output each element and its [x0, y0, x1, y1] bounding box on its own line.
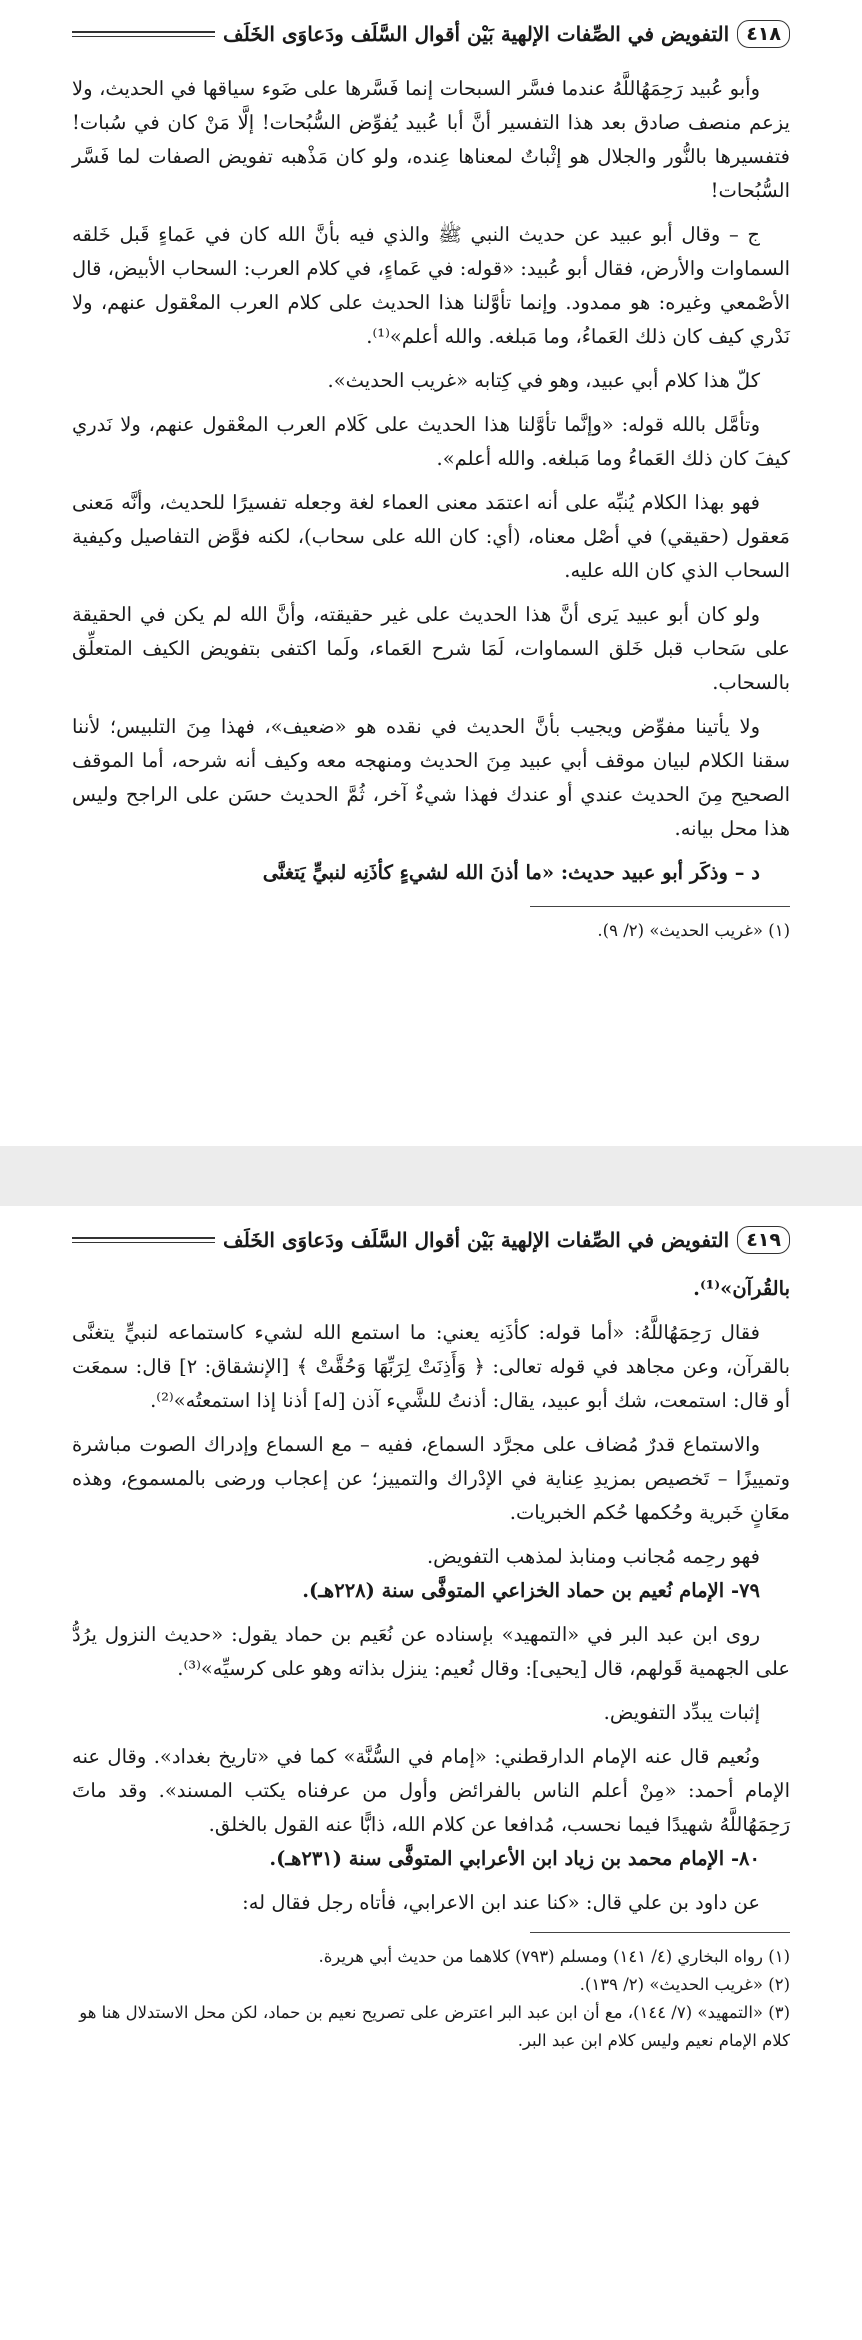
footnote: (٣) «التمهيد» (٧/ ١٤٤)، مع أن ابن عبد البر اعترض على تصريح نعيم بن حماد، لكن محل الاستدلال هنا هو كلام الإمام نعيم وليس كلام ابن عبد البر. — [79, 2003, 790, 2050]
book-page-418 — [0, 0, 862, 1146]
paragraph: إثبات يبدِّد التفويض. — [603, 1701, 760, 1724]
section-heading: ٧٩- الإمام نُعيم بن حماد الخزاعي المتوفَّى سنة (٢٢٨هـ). — [302, 1579, 760, 1602]
page-header — [72, 12, 790, 56]
paragraph: وأبو عُبيد رَحِمَهُاللَّهُ عندما فسَّر السبحات إنما فَسَّرها على ضَوء سياقها في الحديث، ولا يزعم منصف صادق بعد هذا التفسير أنَّ أبا عُبيد يُفوِّض السُّبُحات! إلَّا مَنْ كان في سُبات! فتفسيرها بالنُّور والجلال هو إثْباتٌ لمعناها عِنده، ولو كان مَذْهبه تفويض الصفات لما فَسَّر السُّبُحات! — [72, 77, 790, 202]
paragraph: بالقُرآن»⁽¹⁾. — [693, 1277, 790, 1300]
footnote: (١) «غريب الحديث» (٢/ ٩). — [597, 921, 790, 940]
paragraph: د – وذكَر أبو عبيد حديث: «ما أذنَ الله لشيءٍ كأذَنِه لنبيٍّ يَتغنَّى — [262, 861, 760, 884]
header-rule — [72, 31, 215, 37]
section-heading: ٨٠- الإمام محمد بن زياد ابن الأعرابي المتوفَّى سنة (٢٣١هـ). — [269, 1847, 760, 1870]
body-text — [72, 72, 790, 890]
paragraph: ولو كان أبو عبيد يَرى أنَّ هذا الحديث على غير حقيقته، وأنَّ الله لم يكن في الحقيقة على سَحاب قبل خَلق السماوات، لَمَا شرح العَماء، ولَما اكتفى بتفويض الكيف المتعلِّق بالسحاب. — [72, 603, 790, 694]
footnote-separator — [530, 1932, 790, 1933]
page-header — [72, 1218, 790, 1262]
book-page-419 — [0, 1206, 862, 2340]
footnote: (٢) «غريب الحديث» (٢/ ١٣٩). — [579, 1975, 790, 1994]
paragraph: روى ابن عبد البر في «التمهيد» بإسناده عن نُعَيم بن حماد يقول: «حديث النزول يرُدُّ على الجهمية قَولهم، قال [يحيى]: وقال نُعيم: ينزل بذاته وهو على كرسيِّه»⁽³⁾. — [72, 1623, 790, 1680]
page-number: ٤١٨ — [737, 20, 790, 48]
paragraph: وتأمَّل بالله قوله: «وإنَّما تأوَّلنا هذا الحديث على كَلام العرب المعْقول عنهم، ولا نَدري كيفَ كان ذلك العَماءُ وما مَبلغه. والله أعلم». — [72, 413, 790, 470]
paragraph: كلّ هذا كلام أبي عبيد، وهو في كِتابه «غريب الحديث». — [327, 369, 760, 392]
paragraph: فهو رحِمه مُجانب ومنابذ لمذهب التفويض. — [426, 1545, 760, 1568]
running-title: التفويض في الصِّفات الإلهية بَيْن أقوال السَّلَف ودَعاوَى الخَلَف — [223, 1228, 730, 1252]
paragraph: فقال رَحِمَهُاللَّهُ: «أما قوله: كأذَنِه يعني: ما استمع الله لشيء كاستماعه لنبيٍّ يتغنَّى بالقرآن، وعن مجاهد في قوله تعالى: ﴿ وَأَذِنَتْ لِرَبِّهَا وَحُقَّتْ ﴾ [الإنشقاق: ٢] قال: سمعَت أو قال: استمعت، شك أبو عبيد، يقال: أذنتُ للشَّيء آذن [له] أذنا إذا استمعتُه»⁽²⁾. — [72, 1321, 790, 1412]
header-rule — [72, 1237, 215, 1243]
page-number: ٤١٩ — [737, 1226, 790, 1254]
paragraph: والاستماع قدرٌ مُضاف على مجرَّد السماع، ففيه – مع السماع وإدراك الصوت مباشرة وتمييزًا – تَخصيص بمزيدِ عِناية في الإدْراك والتمييز؛ عن إعجاب ورضى بالمسموع، وهذه معَانٍ خَبرية وحُكمها حُكم الخبريات. — [72, 1433, 790, 1524]
body-text — [72, 1272, 790, 1920]
footnote-separator — [530, 906, 790, 907]
paragraph: ولا يأتينا مفوِّض ويجيب بأنَّ الحديث في نقده هو «ضعيف»، فهذا مِنَ التلبيس؛ لأننا سقنا الكلام لبيان موقف أبي عبيد مِنَ الحديث ومنهجه معه وكيف أنه شرحه، أما الموقف الصحيح مِنَ الحديث عندي أو عندك فهذا شيءٌ آخر، ثُمَّ الحديث حسَن على الراجح وليس هذا محل بيانه. — [72, 715, 790, 840]
paragraph: عن داود بن علي قال: «كنا عند ابن الاعرابي، فأتاه رجل فقال له: — [242, 1891, 760, 1914]
paragraph: ج – وقال أبو عبيد عن حديث النبي ﷺ والذي فيه بأنَّ الله كان في عَماءٍ قَبل خَلقه السماوات والأرض، فقال أبو عُبيد: «قوله: في عَماءٍ، في كلام العرب: السحاب الأبيض، قال الأصْمعي وغيره: هو ممدود. وإنما تأوَّلنا هذا الحديث على كلام العرب المعْقول عنهم، ولا نَدْري كيف كان ذلك العَماءُ، وما مَبلغه. والله أعلم»⁽¹⁾. — [72, 223, 790, 348]
footnote: (١) رواه البخاري (٤/ ١٤١) ومسلم (٧٩٣) كلاهما من حديث أبي هريرة. — [318, 1947, 790, 1966]
paragraph: فهو بهذا الكلام يُنبِّه على أنه اعتمَد معنى العماء لغة وجعله تفسيرًا للحديث، وأنَّه مَعنى مَعقول (حقيقي) في أصْل معناه، (أي: كان الله على سحاب)، لكنه فوَّض التفاصيل وكيفية السحاب الذي كان الله عليه. — [72, 491, 790, 582]
running-title: التفويض في الصِّفات الإلهية بَيْن أقوال السَّلَف ودَعاوَى الخَلَف — [223, 22, 730, 46]
paragraph: ونُعيم قال عنه الإمام الدارقطني: «إمام في السُّنَّة» كما في «تاريخ بغداد». وقال عنه الإمام أحمد: «مِنْ أعلم الناس بالفرائض وأول من عرفناه يكتب المسند». وقد ماتَ رَحِمَهُاللَّهُ شهيدًا فيما نحسب، مُدافعا عن كلام الله، ذابًّا عنه القول بالخلق. — [72, 1745, 790, 1836]
